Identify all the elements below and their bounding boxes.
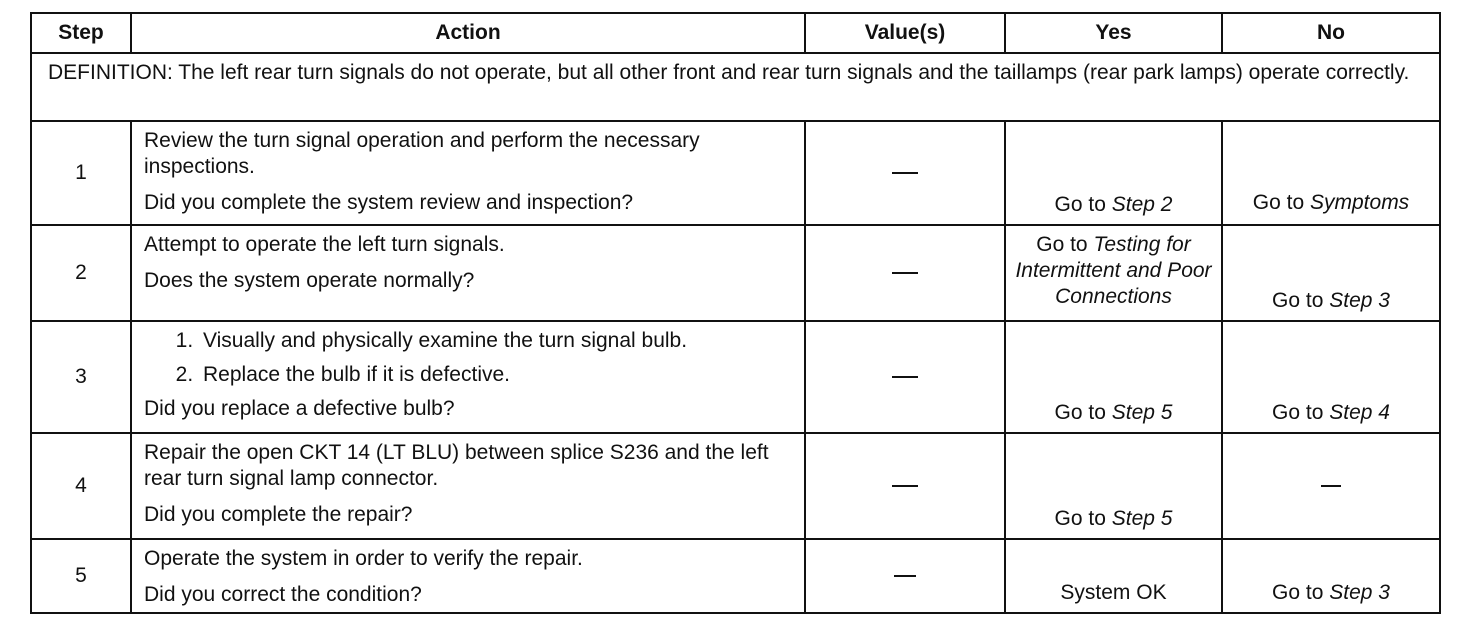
step-number: 3 [31, 321, 131, 433]
definition-text: DEFINITION: The left rear turn signals do not operate, but all other front and rear turn signals and the taillamps (rear park lamps) operate correctly. [31, 53, 1440, 121]
yes-cell [1005, 225, 1222, 321]
yes-prefix: Go to [1054, 193, 1112, 216]
diagnostic-table [30, 12, 1441, 614]
no-cell [1222, 433, 1440, 539]
yes-link[interactable]: Step 2 [1111, 193, 1173, 216]
no-prefix: Go to [1272, 289, 1330, 312]
step-number: 4 [31, 433, 131, 539]
action-question: Did you complete the system review and inspection? [144, 191, 634, 214]
action-text: Attempt to operate the left turn signals. [144, 233, 505, 256]
no-prefix: Go to [1272, 401, 1330, 424]
header-values: Value(s) [805, 13, 1005, 53]
no-link[interactable]: Step 3 [1329, 289, 1390, 312]
value-cell [805, 539, 1005, 613]
definition-row [31, 53, 1440, 121]
yes-cell [1005, 121, 1222, 225]
yes-link[interactable]: Step 5 [1111, 401, 1173, 424]
value-dash [892, 272, 918, 274]
action-list [144, 328, 792, 388]
action-question: Did you complete the repair? [144, 503, 413, 526]
no-link[interactable]: Step 4 [1329, 401, 1390, 424]
no-cell [1222, 121, 1440, 225]
action-text: Review the turn signal operation and perform the necessary inspections. [144, 129, 700, 178]
value-dash [894, 575, 916, 577]
yes-prefix: Go to [1054, 401, 1112, 424]
no-prefix: Go to [1272, 581, 1330, 604]
header-row [31, 13, 1440, 53]
table-row [31, 121, 1440, 225]
value-cell [805, 433, 1005, 539]
no-link[interactable]: Symptoms [1310, 191, 1410, 214]
table-row [31, 225, 1440, 321]
value-dash [892, 172, 918, 174]
yes-prefix: Go to [1036, 233, 1094, 256]
header-step: Step [31, 13, 131, 53]
action-question: Did you correct the condition? [144, 583, 422, 606]
no-cell [1222, 539, 1440, 613]
no-cell [1222, 321, 1440, 433]
value-cell [805, 321, 1005, 433]
action-text: Operate the system in order to verify the repair. [144, 547, 583, 570]
table-row [31, 539, 1440, 613]
action-cell [131, 121, 805, 225]
header-no: No [1222, 13, 1440, 53]
step-number: 1 [31, 121, 131, 225]
header-action: Action [131, 13, 805, 53]
yes-cell [1005, 433, 1222, 539]
table-row [31, 321, 1440, 433]
value-dash [892, 485, 918, 487]
step-number: 5 [31, 539, 131, 613]
list-item: 1. Visually and physically examine the turn signal bulb. [199, 328, 792, 354]
yes-prefix: Go to [1054, 507, 1112, 530]
value-cell [805, 121, 1005, 225]
step-number: 2 [31, 225, 131, 321]
action-question: Does the system operate normally? [144, 269, 475, 292]
action-question: Did you replace a defective bulb? [144, 397, 455, 420]
table-row [31, 433, 1440, 539]
no-prefix: Go to [1252, 191, 1310, 214]
action-cell [131, 539, 805, 613]
yes-cell: System OK [1005, 539, 1222, 613]
action-cell [131, 321, 805, 433]
yes-link[interactable]: Testing for Intermittent and Poor Connections [1015, 233, 1212, 308]
action-cell [131, 225, 805, 321]
value-dash [892, 376, 918, 378]
no-cell [1222, 225, 1440, 321]
yes-cell [1005, 321, 1222, 433]
value-cell [805, 225, 1005, 321]
no-link[interactable]: Step 3 [1329, 581, 1390, 604]
yes-link[interactable]: Step 5 [1111, 507, 1173, 530]
action-text: Repair the open CKT 14 (LT BLU) between splice S236 and the left rear turn signal lamp connector. [144, 441, 769, 490]
action-cell [131, 433, 805, 539]
list-item: 2. Replace the bulb if it is defective. [199, 362, 792, 388]
no-dash [1321, 485, 1341, 487]
header-yes: Yes [1005, 13, 1222, 53]
